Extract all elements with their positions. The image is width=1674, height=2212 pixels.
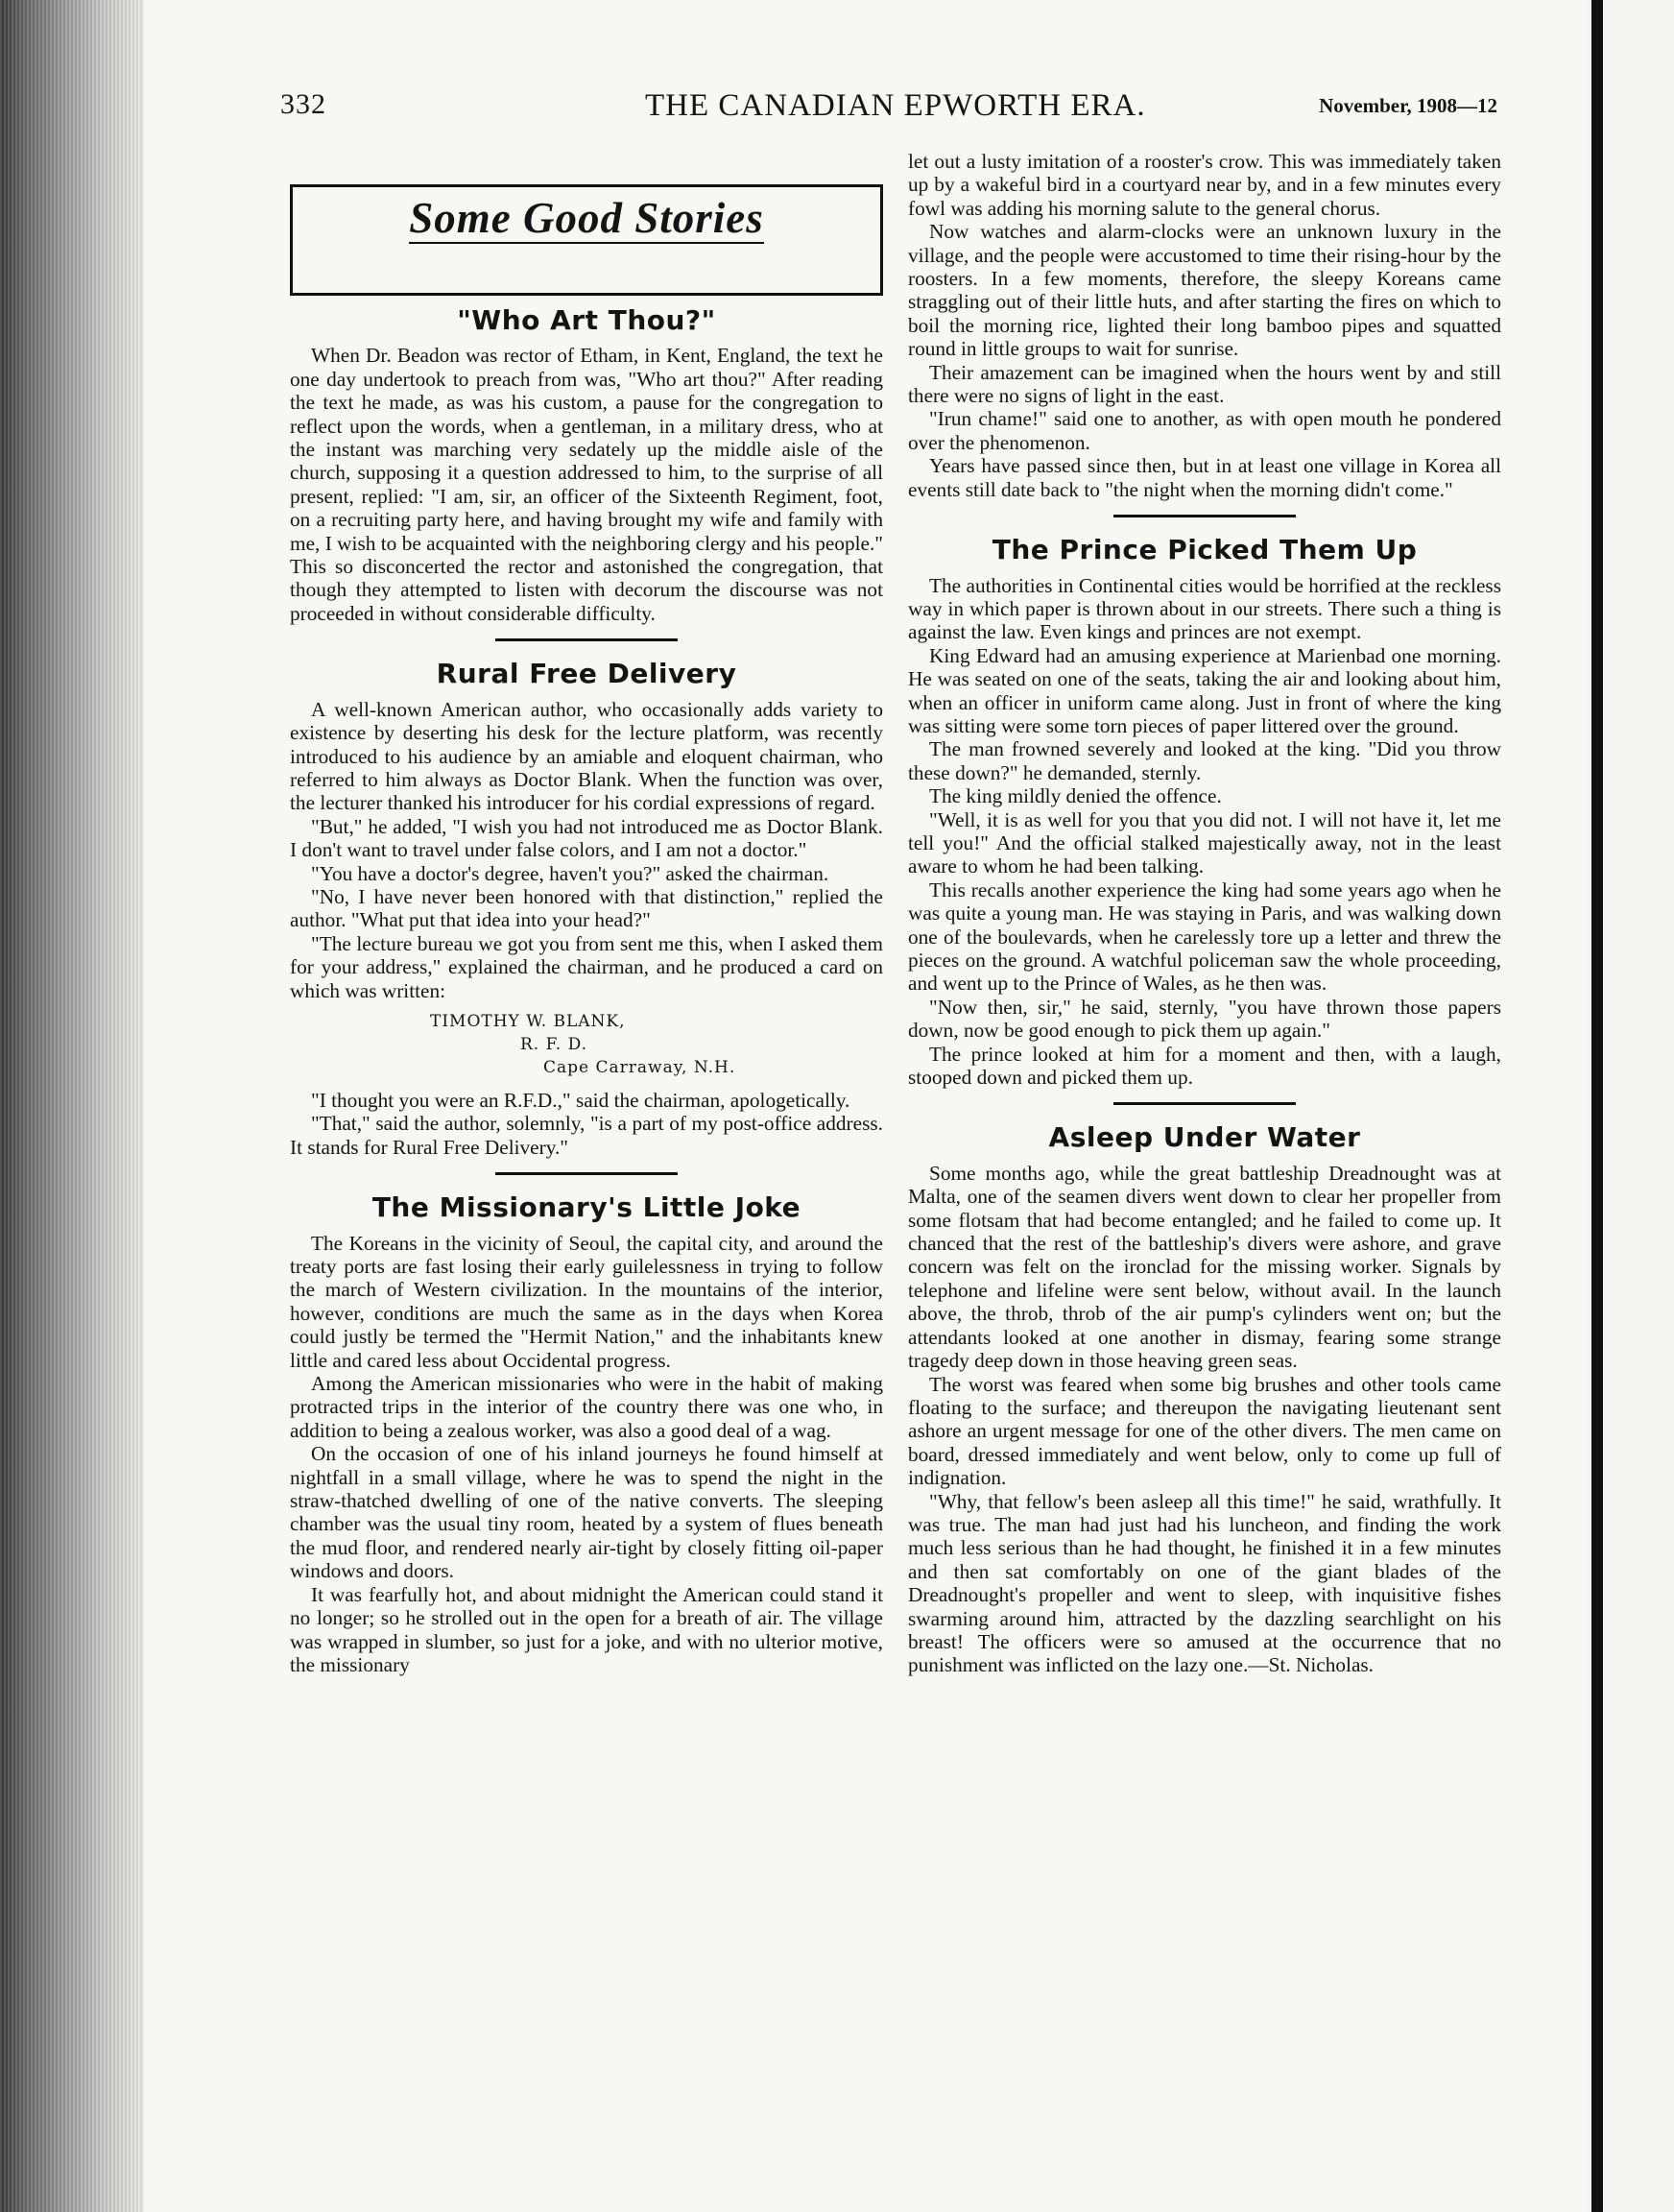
divider-rule <box>1113 1102 1296 1105</box>
story-paragraph: Among the American missionaries who were in the habit of making protracted trips in the interior of the country there was one who, in addition to being a zealous worker, was also a good deal of a wag. <box>290 1372 883 1442</box>
card-place: Cape Carraway, N.H. <box>543 1057 736 1077</box>
story-paragraph: The king mildly denied the offence. <box>929 784 1222 808</box>
story-paragraph: The prince looked at him for a moment and then, with a laugh, stooped down and picked them up. <box>908 1042 1501 1090</box>
story-title-missionarys-little-joke: The Missionary's Little Joke <box>371 1191 801 1224</box>
left-column <box>290 184 883 1676</box>
book-page-edges <box>0 0 144 2212</box>
story-paragraph: "Why, that fellow's been asleep all this time!" he said, wrathfully. It was true. The man had just had his luncheon, and finding the work much less serious than he had thought, he finished it in a few minutes and then sat comfortably on one of the giant blades of the Dreadnought's propeller and went to sleep, with inquisitive fishes swarming around him, attracted by the dazzling searchlight on his breast! The officers were so amused at the occurrence that no punishment was inflicted on the lazy one.—St. Nicholas. <box>908 1489 1501 1677</box>
story-paragraph: "But," he added, "I wish you had not introduced me as Doctor Blank. I don't want to travel under false colors, and I am not a doctor." <box>290 814 883 862</box>
section-title: Some Good Stories <box>409 194 764 242</box>
story-paragraph: King Edward had an amusing experience at Marienbad one morning. He was seated on one of the seats, taking the air and looking about him, when an officer in uniform came along. Just in front of where the king was sitting were some torn pieces of paper littered over the ground. <box>908 643 1501 737</box>
right-column <box>908 150 1501 1677</box>
story-paragraph: Years have passed since then, but in at least one village in Korea all events still date back to "the night when the morning didn't come." <box>908 454 1501 501</box>
divider-rule <box>495 1172 678 1175</box>
story-paragraph: A well-known American author, who occasionally adds variety to existence by deserting his desk for the lecture platform, was recently introduced to his audience by an amiable and eloquent chairman, who referred to him always as Doctor Blank. When the function was over, the lecturer thanked his introducer for his cordial expressions of regard. <box>290 697 883 815</box>
section-title-box <box>290 184 883 296</box>
story-paragraph-continued: let out a lusty imitation of a rooster's crow. This was immediately taken up by a wakeful bird in a courtyard near by, and in a few minutes every fowl was adding his morning salute to the general chorus. <box>908 150 1501 220</box>
story-paragraph: "I thought you were an R.F.D.," said the chairman, apologetically. <box>311 1088 850 1112</box>
issue-info: November, 1908—12 <box>1319 94 1497 117</box>
card-name: TIMOTHY W. BLANK, <box>430 1011 626 1031</box>
address-card <box>290 1010 883 1079</box>
facing-page-edge <box>1591 0 1603 2212</box>
journal-title: THE CANADIAN EPWORTH ERA. <box>645 88 1146 123</box>
story-paragraph: "Now then, sir," he said, sternly, "you have thrown those papers down, now be good enough to pick them up again." <box>908 995 1501 1043</box>
card-rfd: R. F. D. <box>520 1034 587 1054</box>
story-title-asleep-under-water: Asleep Under Water <box>1048 1121 1361 1154</box>
page-header <box>280 88 1497 146</box>
story-title-who-art-thou: "Who Art Thou?" <box>457 304 716 336</box>
divider-rule <box>495 638 678 641</box>
divider-rule <box>1113 515 1296 517</box>
story-paragraph: This recalls another experience the king had some years ago when he was quite a young man. He was staying in Paris, and was walking down one of the boulevards, when he carelessly tore up a letter and threw the pieces on the ground. A watchful policeman saw the whole proceeding, and went up to the Prince of Wales, as he then was. <box>908 878 1501 996</box>
story-paragraph: "No, I have never been honored with that distinction," replied the author. "What put that idea into your head?" <box>290 884 883 932</box>
story-paragraph: The authorities in Continental cities would be horrified at the reckless way in which paper is thrown about in our streets. There such a thing is against the law. Even kings and princes are not exempt. <box>908 573 1501 644</box>
page-number: 332 <box>280 88 326 120</box>
story-paragraph: "You have a doctor's degree, haven't you?" asked the chairman. <box>311 861 829 885</box>
story-paragraph: "That," said the author, solemnly, "is a part of my post-office address. It stands for Rural Free Delivery." <box>290 1112 883 1159</box>
story-paragraph: It was fearfully hot, and about midnight the American could stand it no longer; so he strolled out in the open for a breath of air. The village was wrapped in slumber, so just for a joke, and with no ulterior motive, the missionary <box>290 1582 883 1676</box>
story-paragraph: "Well, it is as well for you that you did not. I will not have it, let me tell you!" And the official stalked majestically away, not in the least aware to whom he had been talking. <box>908 807 1501 878</box>
story-paragraph: The worst was feared when some big brushes and other tools came floating to the surface; and thereupon the navigating lieutenant sent ashore an urgent message for one of the other divers. The men came on board, dressed immediately and went below, only to come up full of indignation. <box>908 1372 1501 1490</box>
story-paragraph: When Dr. Beadon was rector of Etham, in Kent, England, the text he one day undertook to preach from was, "Who art thou?" After reading the text he made, as was his custom, a pause for the congregation to reflect upon the words, when a gentleman, in a military dress, who at the instant was marching very sedately up the middle aisle of the church, supposing it a question addressed to him, to the surprise of all present, replied: "I am, sir, an officer of the Sixteenth Regiment, foot, on a recruiting party here, and having brought my wife and family with me, I wish to be acquainted with the neighboring clergy and his people." This so disconcerted the rector and astonished the congregation, that though they attempted to listen with decorum the discourse was not proceeded in without considerable difficulty. <box>290 344 883 625</box>
story-paragraph: Some months ago, while the great battleship Dreadnought was at Malta, one of the seamen divers went down to clear her propeller from some flotsam that had become entangled; and he failed to come up. It chanced that the rest of the battleship's divers were ashore, and grave concern was felt on the ironclad for the missing worker. Signals by telephone and lifeline were sent below, without avail. In the launch above, the throb, throb of the air pump's cylinders went on; but the attendants looked at one another in dismay, fearing some strange tragedy deep down in those heaving green seas. <box>908 1161 1501 1373</box>
story-paragraph: Now watches and alarm-clocks were an unknown luxury in the village, and the people were accustomed to time their rising-hour by the roosters. In a few moments, therefore, the sleepy Koreans came straggling out of their little huts, and after starting the fires on which to boil the morning rice, lighted their long bamboo pipes and squatted round in little groups to wait for sunrise. <box>908 220 1501 361</box>
story-paragraph: The Koreans in the vicinity of Seoul, the capital city, and around the treaty ports are fast losing their early guilelessness in trying to follow the march of Western civilization. In the mountains of the interior, however, conditions are much the same as in the days when Korea could justly be termed the "Hermit Nation," and the inhabitants knew little and cared less about Occidental progress. <box>290 1231 883 1372</box>
story-paragraph: "Irun chame!" said one to another, as with open mouth he pondered over the phenomenon. <box>908 407 1501 454</box>
story-paragraph: On the occasion of one of his inland journeys he found himself at nightfall in a small village, where he was to spend the night in the straw-thatched dwelling of one of the native converts. The sleeping chamber was the usual tiny room, heated by a system of flues beneath the mud floor, and rendered nearly air-tight by closely fitting oil-paper windows and doors. <box>290 1442 883 1583</box>
story-paragraph: "The lecture bureau we got you from sent me this, when I asked them for your address," explained the chairman, and he produced a card on which was written: <box>290 931 883 1002</box>
story-title-rural-free-delivery: Rural Free Delivery <box>436 658 737 690</box>
story-paragraph: Their amazement can be imagined when the hours went by and still there were no signs of light in the east. <box>908 360 1501 408</box>
story-paragraph: The man frowned severely and looked at the king. "Did you throw these down?" he demanded, sternly. <box>908 737 1501 784</box>
story-title-prince-picked-them-up: The Prince Picked Them Up <box>992 534 1418 566</box>
